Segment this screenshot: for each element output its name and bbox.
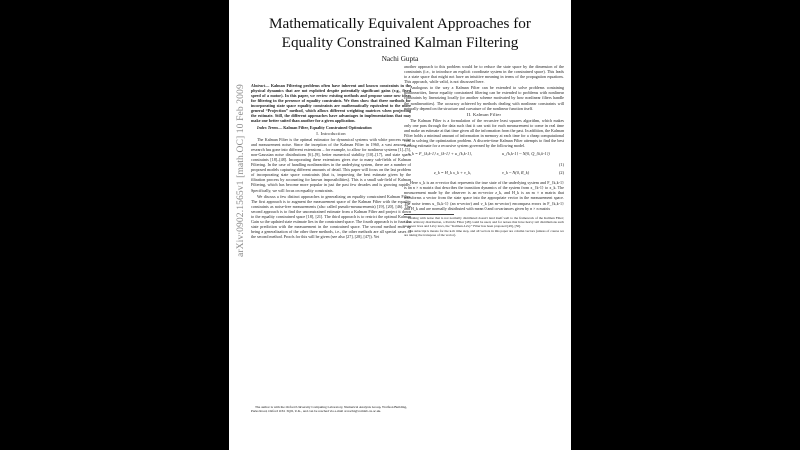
kalman-paragraph-2: Here x_k is an n-vector that represents the true state of the underlying system and F_{k,k-1} is an n × n matrix that describes the transition dynamics of the system from x_{k-1} to x_k. The measurement made by the observer is an m-vector z_k, and H_k is an m × n matrix that transforms a vector from the state space into the appropriate vector in the measurement space. The noise terms u_{k,k-1} (an n-vector) and v_k (an m-vector) encompass errors in F_{k,k-1} and H_k and are normally distributed with mean 0 and covariances given by n × n matrix — [404, 180, 564, 211]
equation-1-rhs: u_{k,k-1} ~ N(0, Q_{k,k-1}) — [502, 151, 550, 157]
author-footnote-block — [251, 405, 411, 414]
paper-author: Nachi Gupta — [381, 55, 419, 63]
equation-2-number: (2) — [558, 170, 564, 176]
paper-page — [229, 0, 571, 450]
right-paragraph-1: another approach to this problem would be to reduce the state space by the dimension of the constraints (i.e., to introduce an explicit coordinate system in the constrained space). This leads to a state space that might not have an intuitive meaning in terms of the propagation equations. This approach, while valid, is not discussed here. — [404, 64, 564, 85]
right-paragraph-2: Analogous to the way a Kalman Filter can be extended to solve problems containing nonlinearities, linear equality constrained filtering can be extended to problems with nonlinear constraints by linearizing locally (or another scheme motivated by how nonlinear filters handle the nonlinearities). The accuracy achieved by methods dealing with nonlinear constraints will naturally depend on the structure and curvature of the nonlinear function itself. — [404, 85, 564, 111]
index-terms-text: — Kalman Filter, Equality Constrained Optimization — [278, 124, 372, 130]
equation-1 — [404, 150, 564, 159]
index-terms-label: Index Terms — [257, 124, 279, 130]
index-terms — [251, 125, 411, 130]
left-column — [251, 83, 411, 240]
author-footnote: The author is with the Oxford University Computing Laboratory, Numerical Analysis Group, Wolfson Building, Parks Road, Oxford OX1 3QD, U.K., and can be reached via e-mail at nachi@comlab.ox.ac.uk. — [251, 405, 408, 414]
abstract-label: Abstract — [251, 83, 266, 88]
abstract-text: — Kalman Filtering problems often have inherent and known constraints in the physical dynamics that are not exploited despite potentially significant gains (e.g., fixed speed of a motor). In this paper, we review existing methods and propose some new ideas for filtering in the presence of equality constraints. We then show that three methods for incorporating state space equality constraints are mathematically equivalent to the more general “Projection” method, which allows different weighting matrices when projecting the estimate. Still, the different approaches have advantages in implementations that may make one better suited than another for a given application. — [251, 83, 411, 124]
footnote-1: Dealing with noise that is not normally distributed doesn't lend itself well to the framework of the Kalman Filter; for an arbitrary distribution, a Particle Filter [48] could be used, and for noises that have heavy tail distributions such as power laws and Lévy laws, the “Kalman-Lévy” Filter has been proposed [49], [50]. — [404, 215, 564, 228]
equation-2-rhs: v_k ~ N(0, R_k) — [502, 170, 530, 176]
footnote-divider — [404, 214, 454, 215]
equation-2 — [404, 169, 564, 178]
arxiv-identifier: arXiv:0902.1565v1 [math.OC] 10 Feb 2009 — [235, 84, 246, 257]
equation-2-lhs: z_k = H_k x_k + v_k, — [434, 170, 472, 176]
section-heading-introduction: I. Introduction — [316, 130, 346, 136]
right-column — [404, 64, 564, 238]
abstract — [251, 83, 411, 123]
kalman-paragraph-1: The Kalman Filter is a formulation of the recursive least squares algorithm, which makes only one pass through the data such that it can wait for each measurement to come in real time and make an estimate at that time given all the information from the past. In addition, the Kalman Filter holds a minimal amount of information in memory at each time for a cheap computational cost in solving the optimization problem. A discrete-time Kalman Filter attempts to find the best running estimate for a recursive system governed by the following model. — [404, 118, 564, 149]
equation-1-lhs: x_k = F_{k,k-1} x_{k-1} + u_{k,k-1}, — [408, 151, 473, 157]
equation-1-number-row — [404, 161, 564, 167]
footnote-2: The subscript k means for the k-th time step, and all vectors in this paper are column vectors (unless of course we are taking the transpose of the vector). — [404, 228, 564, 237]
equation-1-number: (1) — [558, 162, 564, 168]
intro-paragraph-1: The Kalman Filter is the optimal estimator for dynamical systems with white process noise and measurement noise. Since the inception of the Kalman Filter in 1960, a vast amount of research has gone into different extensions – for example, to allow for nonlinear systems [1]–[5], non-Gaussian noise distributions [6]–[9], better numerical stability [10]–[17], and state space constraints [18]–[48]. Incorporating these extensions gives rise to many sub-fields of Kalman Filtering. In the case of handling nonlinearities in the underlying system, there are a number of proposed models capturing different amounts of detail. This paper will focus on the last problem of incorporating state space constraints (that is, improving the best estimate given by the filtration process by accounting for known impossibilities). This is a small sub-field of Kalman Filtering, which has become more popular in just the past few decades and is growing rapidly. Specifically, we will focus on equality constraints. — [251, 137, 411, 193]
paper-title: Mathematically Equivalent Approaches for Equality Constrained Kalman Filtering — [269, 15, 531, 51]
section-heading-kalman-filter: II. Kalman Filter — [466, 111, 502, 117]
intro-paragraph-2: We discuss a few distinct approaches to generalizing an equality constrained Kalman Filter. The first approach is to augment the measurement space of the Kalman Filter with the equality constraints as noise-free measurements (also called pseudo-measurements) [19], [20], [46]. The second approach is to find the unconstrained estimate from a Kalman Filter and project it down to the equality constrained space [18], [21]. The third approach is to restrict the optimal Kalman Gain so the updated state estimate lies in the constrained space. The fourth approach is to fuse the state prediction with the measurement in the constrained space. The second method ends up being a generalization of the other three methods, i.e., the other methods are all special cases of the second method. Proofs for this will be given (see also [27], [28], [47]). Yet — [251, 193, 411, 240]
